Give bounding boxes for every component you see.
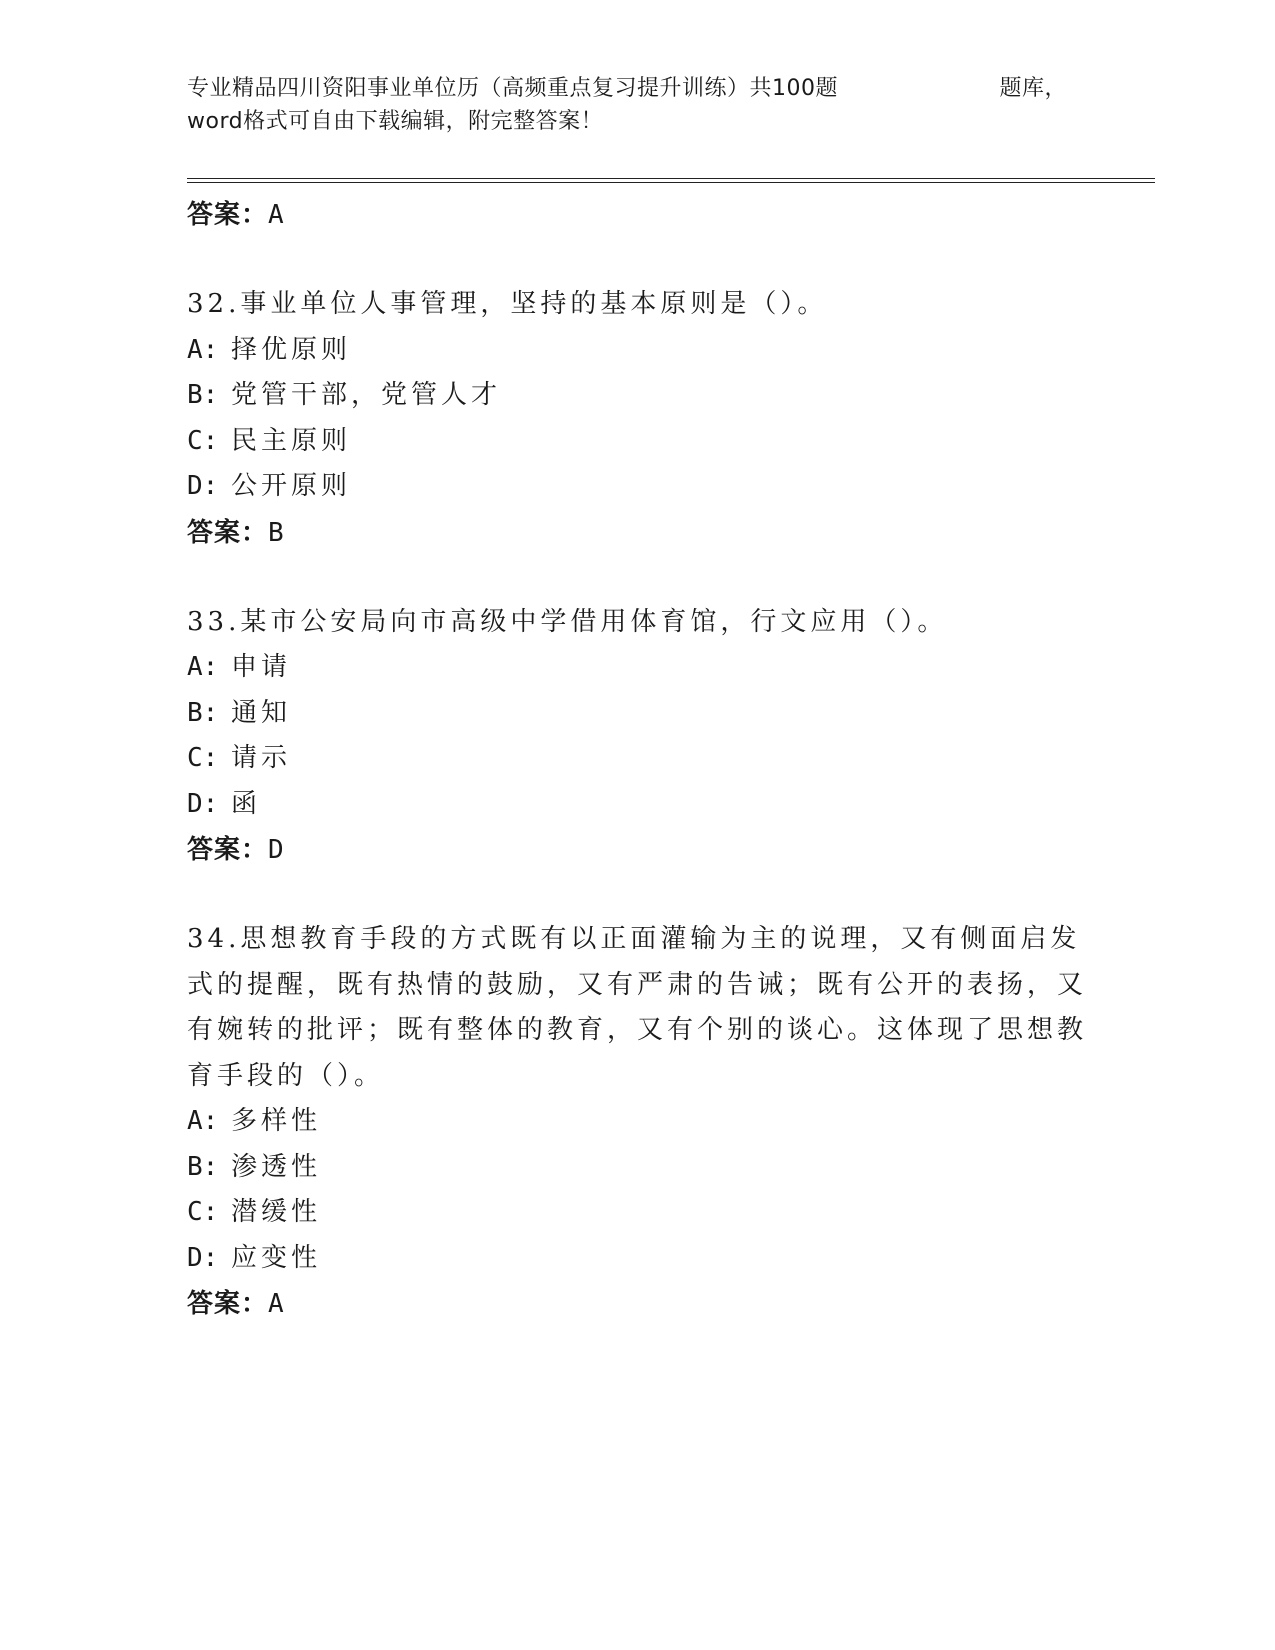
option-d — [187, 1236, 1087, 1282]
question-stem: 32.事业单位人事管理，坚持的基本原则是（）。 — [187, 289, 828, 319]
option-text: 请示 — [231, 743, 292, 773]
option-key: D: — [187, 788, 219, 819]
header-line-1 — [187, 72, 1067, 105]
option-text: 民主原则 — [231, 425, 352, 456]
option-a — [187, 328, 1087, 374]
option-key: D: — [187, 1242, 219, 1273]
answer-label: 答案： — [187, 1289, 269, 1319]
option-key: D: — [187, 471, 219, 501]
option-key: C: — [187, 425, 219, 456]
answer-label: 答案： — [187, 200, 269, 230]
option-text: 公开原则 — [231, 471, 352, 501]
option-c — [187, 736, 1087, 782]
answer-value: A — [268, 200, 285, 230]
option-text: 择优原则 — [231, 334, 352, 365]
question-answer — [187, 827, 1087, 873]
question-stem: 34.思想教育手段的方式既有以正面灌输为主的说理，又有侧面启发式的提醒，既有热情的鼓励，又有严肃的告诫；既有公开的表扬，又有婉转的批评；既有整体的教育，又有个别的谈心。这体现了思想教育手段的（）。 — [187, 924, 1088, 1091]
question-answer — [187, 510, 1087, 556]
option-d — [187, 782, 1087, 828]
option-text: 应变性 — [231, 1242, 322, 1273]
option-b — [187, 373, 1087, 419]
header-title-suffix: 题库， — [999, 76, 1067, 101]
document-body — [187, 192, 1087, 1327]
option-text: 通知 — [231, 697, 292, 728]
question-block — [187, 282, 1087, 556]
answer-value: B — [268, 517, 285, 548]
option-text: 申请 — [231, 652, 292, 682]
previous-answer — [187, 192, 1087, 238]
header-title: 专业精品四川资阳事业单位历（高频重点复习提升训练）共100题 — [187, 76, 838, 101]
option-text: 党管干部，党管人才 — [231, 380, 502, 410]
question-block — [187, 600, 1087, 874]
question-answer — [187, 1281, 1087, 1327]
option-key: C: — [187, 1197, 219, 1227]
option-key: C: — [187, 743, 219, 773]
answer-label: 答案： — [187, 835, 269, 865]
header-line-2: word格式可自由下载编辑，附完整答案！ — [187, 109, 604, 134]
header-divider-bottom — [187, 182, 1155, 183]
option-text: 多样性 — [231, 1106, 322, 1136]
option-key: A: — [187, 652, 219, 682]
option-b — [187, 691, 1087, 737]
option-key: B: — [187, 697, 219, 728]
answer-label: 答案： — [187, 517, 269, 548]
option-d — [187, 464, 1087, 510]
answer-value: A — [268, 1289, 285, 1319]
option-a — [187, 645, 1087, 691]
question-stem: 33.某市公安局向市高级中学借用体育馆，行文应用（）。 — [187, 606, 948, 637]
question-block — [187, 917, 1087, 1327]
option-b — [187, 1145, 1087, 1191]
option-key: B: — [187, 380, 219, 410]
option-c — [187, 1190, 1087, 1236]
document-header — [187, 72, 1067, 138]
option-key: A: — [187, 334, 219, 365]
option-text: 函 — [231, 788, 262, 819]
option-key: A: — [187, 1106, 219, 1136]
header-divider-top — [187, 178, 1155, 179]
option-text: 潜缓性 — [231, 1197, 322, 1227]
option-key: B: — [187, 1151, 219, 1182]
option-text: 渗透性 — [231, 1151, 322, 1182]
answer-value: D — [268, 835, 285, 865]
option-c — [187, 419, 1087, 465]
option-a — [187, 1099, 1087, 1145]
